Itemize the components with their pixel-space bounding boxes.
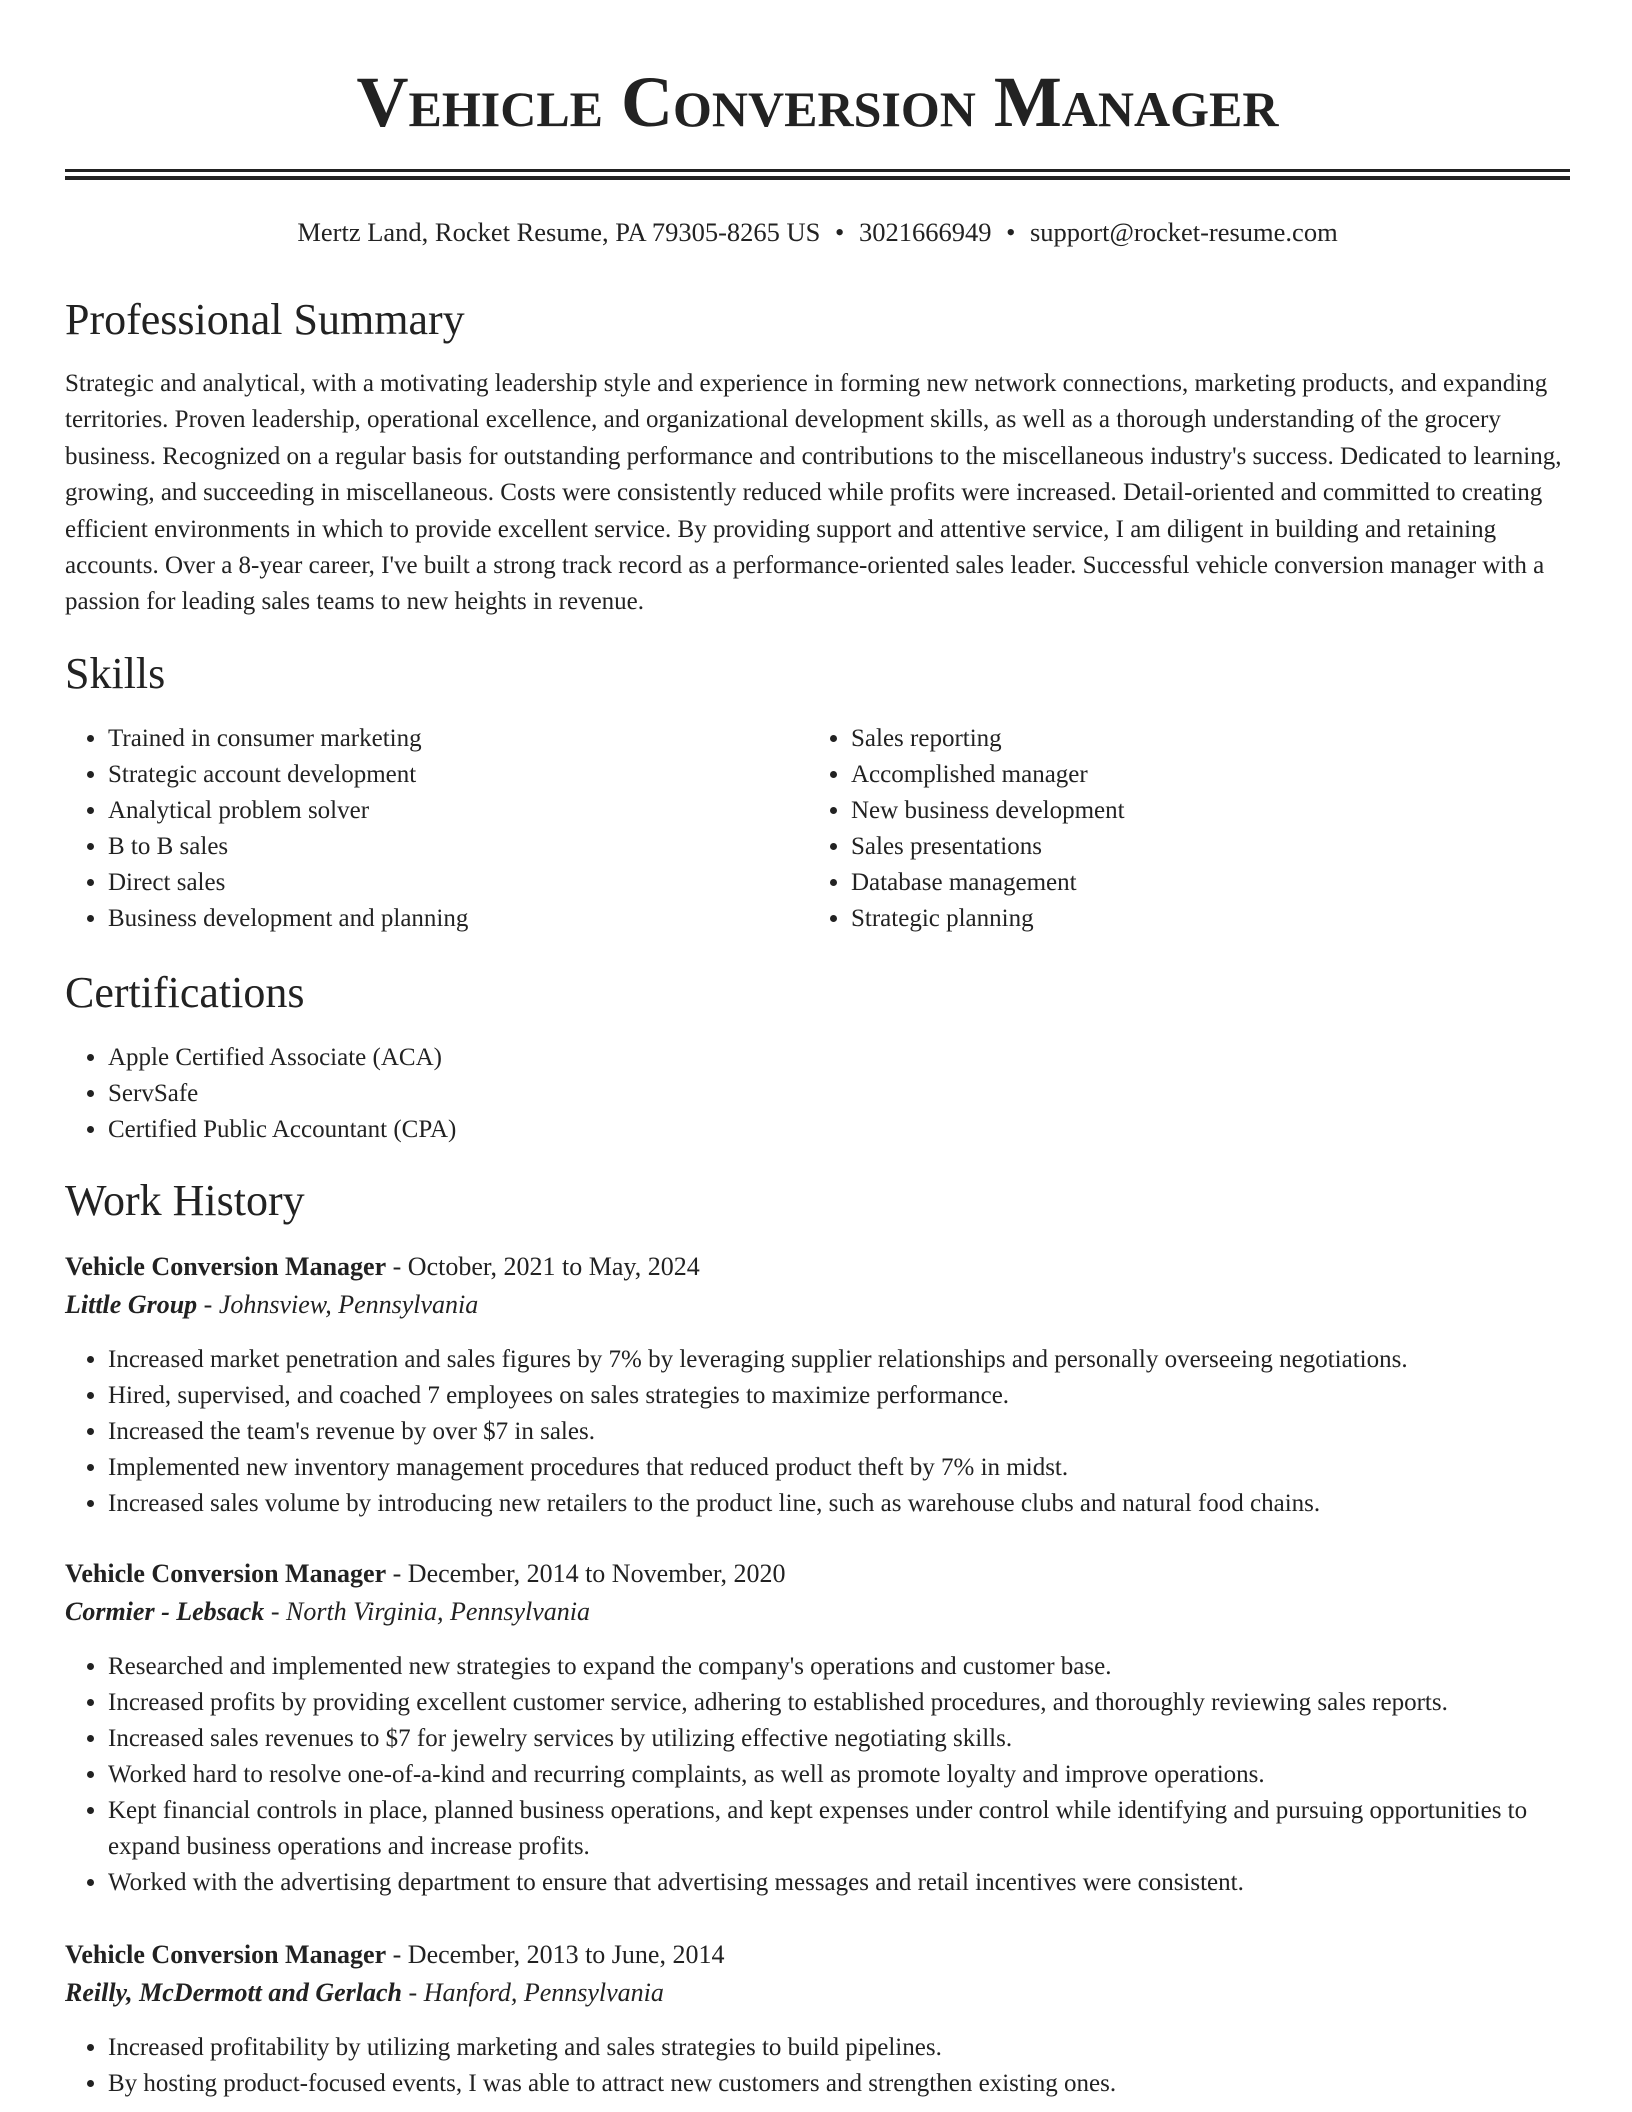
contact-email: support@rocket-resume.com xyxy=(1029,217,1338,247)
summary-paragraph: Strategic and analytical, with a motivating leadership style and experience in forming new network connections, marketing products, and expanding territories. Proven leadership, operational excellence, and organizational development skills, as well as a thorough understanding of the grocery business. Recognized on a regular basis for outstanding performance and contributions to the miscellaneous industry's success. Dedicated to learning, growing, and succeeding in miscellaneous. Costs were consistently reduced while profits were increased. Detail-oriented and committed to creating efficient environments in which to provide excellent service. By providing support and attentive service, I am diligent in building and retaining accounts. Over a 8-year career, I've built a strong track record as a performance-oriented sales leader. Successful vehicle conversion manager with a passion for leading sales teams to new heights in revenue. xyxy=(65,370,1562,616)
job-company: Reilly, McDermott and Gerlach xyxy=(65,1978,403,2007)
job-title-line xyxy=(65,1248,1570,1286)
job-bullet: • Researched and implemented new strategies to expand the company's operations and customer base. xyxy=(108,1649,1570,1685)
job-separator: - xyxy=(197,1290,219,1319)
job-bullet: • By hosting product-focused events, I was able to attract new customers and strengthen existing ones. xyxy=(108,2066,1570,2102)
job-entry xyxy=(65,1936,1570,2102)
job-location: Hanford, Pennsylvania xyxy=(423,1978,664,2007)
job-separator: - xyxy=(386,1559,408,1588)
skill-item: • Sales presentations xyxy=(851,829,1570,865)
job-bullet: • Implemented new inventory management procedures that reduced product theft by 7% in midst. xyxy=(108,1450,1570,1486)
certifications-list xyxy=(65,1040,1570,1148)
job-bullets xyxy=(65,2030,1570,2102)
job-company-line xyxy=(65,1286,1570,1324)
certification-item: • Apple Certified Associate (ACA) xyxy=(108,1040,1570,1076)
job-company-line xyxy=(65,1974,1570,2012)
contact-separator: • xyxy=(835,217,845,247)
contact-phone: 3021666949 xyxy=(858,217,992,247)
job-role: Vehicle Conversion Manager xyxy=(65,1252,387,1281)
section-heading-certifications: Certifications xyxy=(65,968,305,1017)
skill-item: • B to B sales xyxy=(108,829,808,865)
job-location: Johnsview, Pennsylvania xyxy=(218,1290,479,1319)
title-double-rule xyxy=(65,169,1570,180)
certification-item: • ServSafe xyxy=(108,1076,1570,1112)
skill-item: • Strategic planning xyxy=(851,901,1570,937)
job-role: Vehicle Conversion Manager xyxy=(65,1559,387,1588)
job-bullets xyxy=(65,1342,1570,1522)
contact-line xyxy=(65,214,1570,250)
job-bullet: • Increased profits by providing excellent customer service, adhering to established procedures, and thoroughly reviewing sales reports. xyxy=(108,1685,1570,1721)
section-heading-summary: Professional Summary xyxy=(65,295,465,344)
job-separator: - xyxy=(386,1940,408,1969)
job-separator: - xyxy=(264,1597,286,1626)
skill-item: • Database management xyxy=(851,865,1570,901)
job-entry xyxy=(65,1248,1570,1522)
job-dates: October, 2021 to May, 2024 xyxy=(407,1252,700,1281)
job-company: Little Group xyxy=(65,1290,198,1319)
job-bullet: • Hired, supervised, and coached 7 employees on sales strategies to maximize performance. xyxy=(108,1378,1570,1414)
job-bullet: • Kept financial controls in place, planned business operations, and kept expenses under control while identifying and pursuing opportunities to expand business operations and increase profits. xyxy=(108,1793,1570,1865)
job-location: North Virginia, Pennsylvania xyxy=(285,1597,591,1626)
section-heading-skills: Skills xyxy=(65,649,166,698)
job-company-line xyxy=(65,1593,1570,1631)
job-entry xyxy=(65,1555,1570,1901)
skills-list-left xyxy=(65,721,808,937)
job-bullet: • Worked with the advertising department to ensure that advertising messages and retail incentives were consistent. xyxy=(108,1865,1570,1901)
job-dates: December, 2013 to June, 2014 xyxy=(407,1940,725,1969)
professional-summary-section xyxy=(65,292,1570,621)
skill-item: • Business development and planning xyxy=(108,901,808,937)
job-dates: December, 2014 to November, 2020 xyxy=(407,1559,786,1588)
job-separator: - xyxy=(402,1978,424,2007)
job-title-line xyxy=(65,1555,1570,1593)
skill-item: • Sales reporting xyxy=(851,721,1570,757)
contact-separator: • xyxy=(1006,217,1016,247)
job-bullet: • Worked hard to resolve one-of-a-kind and recurring complaints, as well as promote loyalty and improve operations. xyxy=(108,1757,1570,1793)
job-bullet: • Increased market penetration and sales figures by 7% by leveraging supplier relationships and personally overseeing negotiations. xyxy=(108,1342,1570,1378)
skill-item: • Analytical problem solver xyxy=(108,793,808,829)
section-heading-work-history: Work History xyxy=(65,1176,305,1225)
job-bullets xyxy=(65,1649,1570,1901)
job-bullet: • Increased profitability by utilizing marketing and sales strategies to build pipelines. xyxy=(108,2030,1570,2066)
skills-columns xyxy=(65,702,1570,937)
contact-address: Mertz Land, Rocket Resume, PA 79305-8265 US xyxy=(297,217,821,247)
certifications-section xyxy=(65,965,1570,1148)
skill-item: • Trained in consumer marketing xyxy=(108,721,808,757)
skills-section xyxy=(65,646,1570,937)
skill-item: • New business development xyxy=(851,793,1570,829)
skill-item: • Strategic account development xyxy=(108,757,808,793)
job-role: Vehicle Conversion Manager xyxy=(65,1940,387,1969)
skill-item: • Direct sales xyxy=(108,865,808,901)
certification-item: • Certified Public Accountant (CPA) xyxy=(108,1112,1570,1148)
resume-title: Vehicle Conversion Manager xyxy=(356,62,1279,142)
job-company: Cormier - Lebsack xyxy=(65,1597,265,1626)
job-bullet: • Increased the team's revenue by over $7 in sales. xyxy=(108,1414,1570,1450)
job-separator: - xyxy=(386,1252,408,1281)
skills-list-right xyxy=(808,721,1570,937)
job-bullet: • Increased sales volume by introducing new retailers to the product line, such as warehouse clubs and natural food chains. xyxy=(108,1486,1570,1522)
job-title-line xyxy=(65,1936,1570,1974)
skill-item: • Accomplished manager xyxy=(851,757,1570,793)
job-bullet: • Increased sales revenues to $7 for jewelry services by utilizing effective negotiating skills. xyxy=(108,1721,1570,1757)
